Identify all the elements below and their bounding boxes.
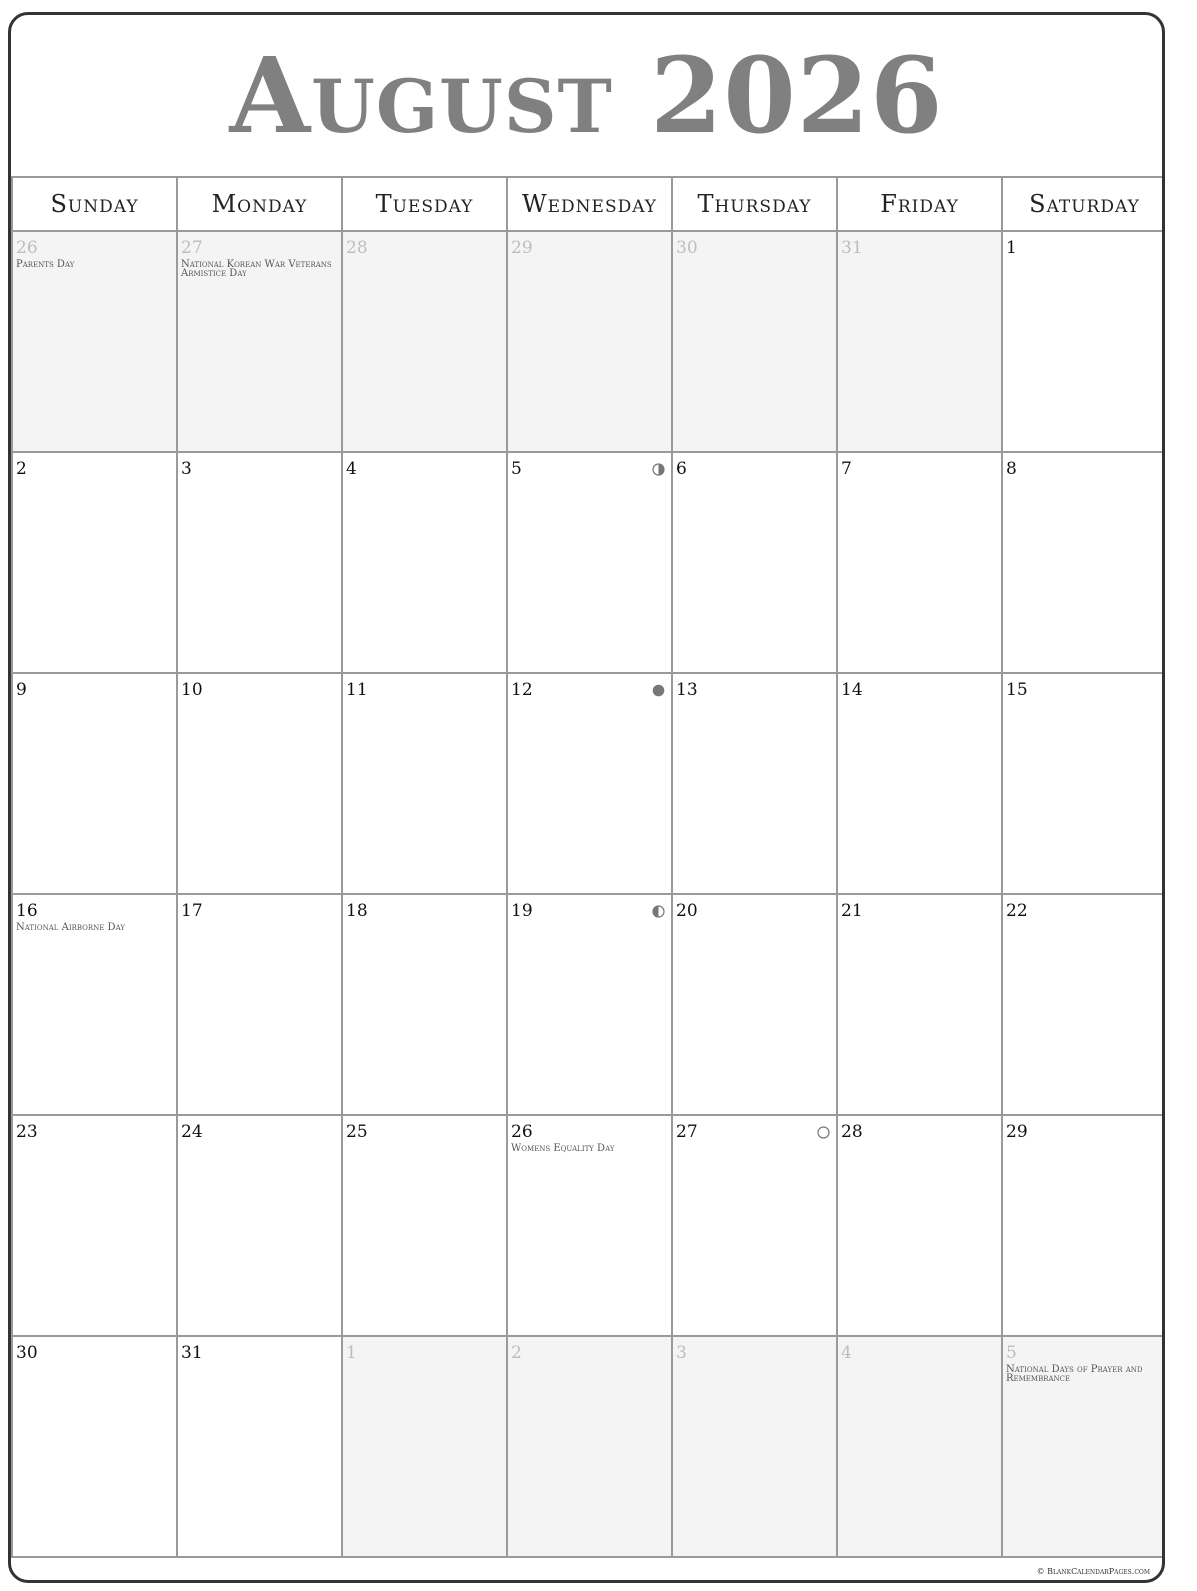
day-cell [507,1336,672,1557]
day-number: 4 [346,459,357,479]
day-cell [507,231,672,452]
week-row [12,673,1165,894]
day-cell [1002,673,1165,894]
week-row [12,1115,1165,1336]
day-number: 29 [511,238,533,258]
day-number: 4 [841,1343,852,1363]
day-cell [672,231,837,452]
day-number: 12 [511,680,533,700]
day-number: 13 [676,680,698,700]
day-number: 1 [346,1343,357,1363]
day-cell [837,673,1002,894]
day-number: 1 [1006,238,1017,258]
day-cell [12,452,177,673]
day-cell [342,452,507,673]
full-moon-icon [817,1126,830,1139]
day-number: 28 [841,1122,863,1142]
day-cell [12,673,177,894]
day-number: 9 [16,680,27,700]
day-cell [672,452,837,673]
day-cell [672,1336,837,1557]
day-cell [342,231,507,452]
week-row [12,1336,1165,1557]
day-cell [177,452,342,673]
day-cell [1002,452,1165,673]
day-number: 16 [16,901,38,921]
day-number: 21 [841,901,863,921]
day-cell [177,894,342,1115]
day-number: 17 [181,901,203,921]
day-cell [12,1336,177,1557]
holiday-label: Womens Equality Day [511,1143,615,1154]
day-cell [12,894,177,1115]
day-number: 5 [1006,1343,1017,1363]
calendar-title: August 2026 [229,33,944,157]
day-number: 23 [16,1122,38,1142]
new-moon-icon [652,684,665,697]
day-number: 10 [181,680,203,700]
day-cell [672,894,837,1115]
day-cell [342,1115,507,1336]
month-table [11,176,1165,1558]
week-row [12,894,1165,1115]
day-number: 25 [346,1122,368,1142]
holiday-label: National Airborne Day [16,922,125,933]
day-number: 8 [1006,459,1017,479]
day-number: 27 [676,1122,698,1142]
calendar-grid [11,176,1165,1558]
day-number: 19 [511,901,533,921]
day-cell [672,673,837,894]
day-cell [507,673,672,894]
day-cell [177,673,342,894]
day-number: 5 [511,459,522,479]
weekday-header: Saturday [1002,177,1165,231]
day-cell [1002,894,1165,1115]
day-cell [672,1115,837,1336]
day-number: 3 [181,459,192,479]
week-row [12,231,1165,452]
holiday-label: National Korean War Veterans Armistice Day [181,259,332,279]
day-cell [837,894,1002,1115]
day-number: 14 [841,680,863,700]
day-number: 2 [16,459,27,479]
weekday-header: Tuesday [342,177,507,231]
day-cell [342,673,507,894]
day-cell [1002,1115,1165,1336]
day-cell [12,231,177,452]
day-cell [507,894,672,1115]
day-number: 6 [676,459,687,479]
day-number: 27 [181,238,203,258]
weekday-header: Sunday [12,177,177,231]
day-number: 18 [346,901,368,921]
day-cell [837,231,1002,452]
day-cell [177,1336,342,1557]
day-cell [1002,231,1165,452]
day-cell [177,231,342,452]
day-cell [507,1115,672,1336]
week-row [12,452,1165,673]
day-cell [837,1115,1002,1336]
day-cell [177,1115,342,1336]
day-cell [12,1115,177,1336]
holiday-label: National Days of Prayer and Remembrance [1006,1364,1143,1384]
calendar-page [8,12,1165,1583]
last-quarter-icon [652,905,665,918]
day-number: 30 [16,1343,38,1363]
weekday-header: Monday [177,177,342,231]
day-number: 11 [346,680,368,700]
day-cell [837,1336,1002,1557]
day-number: 26 [511,1122,533,1142]
day-number: 31 [181,1343,203,1363]
day-number: 2 [511,1343,522,1363]
day-cell [507,452,672,673]
day-number: 31 [841,238,863,258]
day-cell [1002,1336,1165,1557]
day-number: 28 [346,238,368,258]
holiday-label: Parents Day [16,259,75,270]
first-quarter-icon [652,463,665,476]
day-cell [342,894,507,1115]
day-number: 15 [1006,680,1028,700]
day-number: 26 [16,238,38,258]
day-number: 29 [1006,1122,1028,1142]
day-number: 3 [676,1343,687,1363]
day-number: 24 [181,1122,203,1142]
day-number: 30 [676,238,698,258]
calendar-body [12,231,1165,1557]
day-number: 20 [676,901,698,921]
credit-text: © BlankCalendarPages.com [1036,1567,1150,1576]
weekday-header: Thursday [672,177,837,231]
weekday-header: Friday [837,177,1002,231]
day-number: 22 [1006,901,1028,921]
day-cell [342,1336,507,1557]
day-number: 7 [841,459,852,479]
weekday-header: Wednesday [507,177,672,231]
day-cell [837,452,1002,673]
weekday-header-row [12,177,1165,231]
